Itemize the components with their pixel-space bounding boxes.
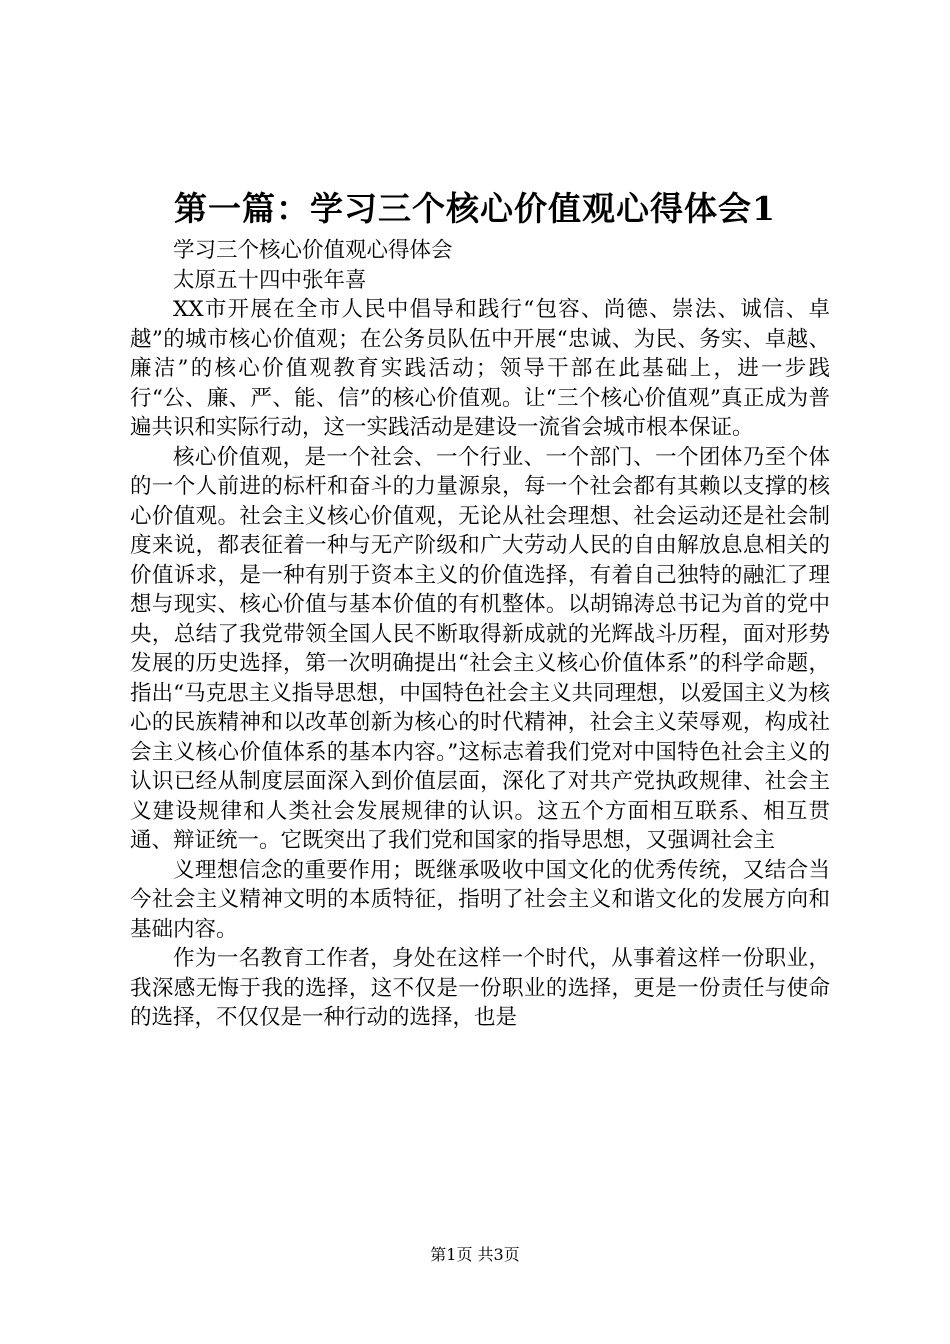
body-paragraph-2: 核心价值观，是一个社会、一个行业、一个部门、一个团体乃至个体的一个人前进的标杆和奋斗的力量源泉，每一个社会都有其赖以支撑的核心价值观。社会主义核心价值观，无论从社会理想、社会运动还是社会制度来说，都表征着一种与无产阶级和广大劳动人民的自由解放息息相关的价值诉求，是一种有别于资本主义的价值选择，有着自己独特的融汇了理想与现实、核心价值与基本价值的有机整体。以胡锦涛总书记为首的党中央，总结了我党带领全国人民不断取得新成就的光辉战斗历程，面对形势发展的历史选择，第一次明确提出“社会主义核心价值体系”的科学命题，指出“马克思主义指导思想，中国特色社会主义共同理想，以爱国主义为核心的民族精神和以改革创新为核心的时代精神，社会主义荣辱观，构成社会主义核心价值体系的基本内容。”这标志着我们党对中国特色社会主义的认识已经从制度层面深入到价值层面，深化了对共产党执政规律、社会主义建设规律和人类社会发展规律的认识。这五个方面相互联系、相互贯通、辩证统一。它既突出了我们党和国家的指导思想，又强调社会主 [130,444,830,853]
page-footer: 第1页 共3页 [430,1245,520,1264]
author-paragraph: 太原五十四中张年喜 [173,267,367,293]
body-paragraph-4: 作为一名教育工作者，身处在这样一个时代，从事着这样一份职业，我深感无悔于我的选择，这不仅是一份职业的选择，更是一份责任与使命的选择，不仅仅是一种行动的选择，也是 [130,946,830,1030]
subtitle-paragraph: 学习三个核心价值观心得体会 [173,238,453,263]
document-title: 第一篇：学习三个核心价值观心得体会1 [174,189,776,228]
body-paragraph-3: 义理想信念的重要作用；既继承吸收中国文化的优秀传统，又结合当今社会主义精神文明的本质特征，指明了社会主义和谐文化的发展方向和基础内容。 [130,857,830,942]
body-paragraph-1: XX市开展在全市人民中倡导和践行“包容、尚德、崇法、诚信、卓越”的城市核心价值观；在公务员队伍中开展“忠诚、为民、务实、卓越、廉洁”的核心价值观教育实践活动；领导干部在此基础上，进一步践行“公、廉、严、能、信”的核心价值观。让“三个核心价值观”真正成为普遍共识和实际行动，这一实践活动是建设一流省会城市根本保证。 [130,297,830,440]
document-body [130,236,830,1033]
